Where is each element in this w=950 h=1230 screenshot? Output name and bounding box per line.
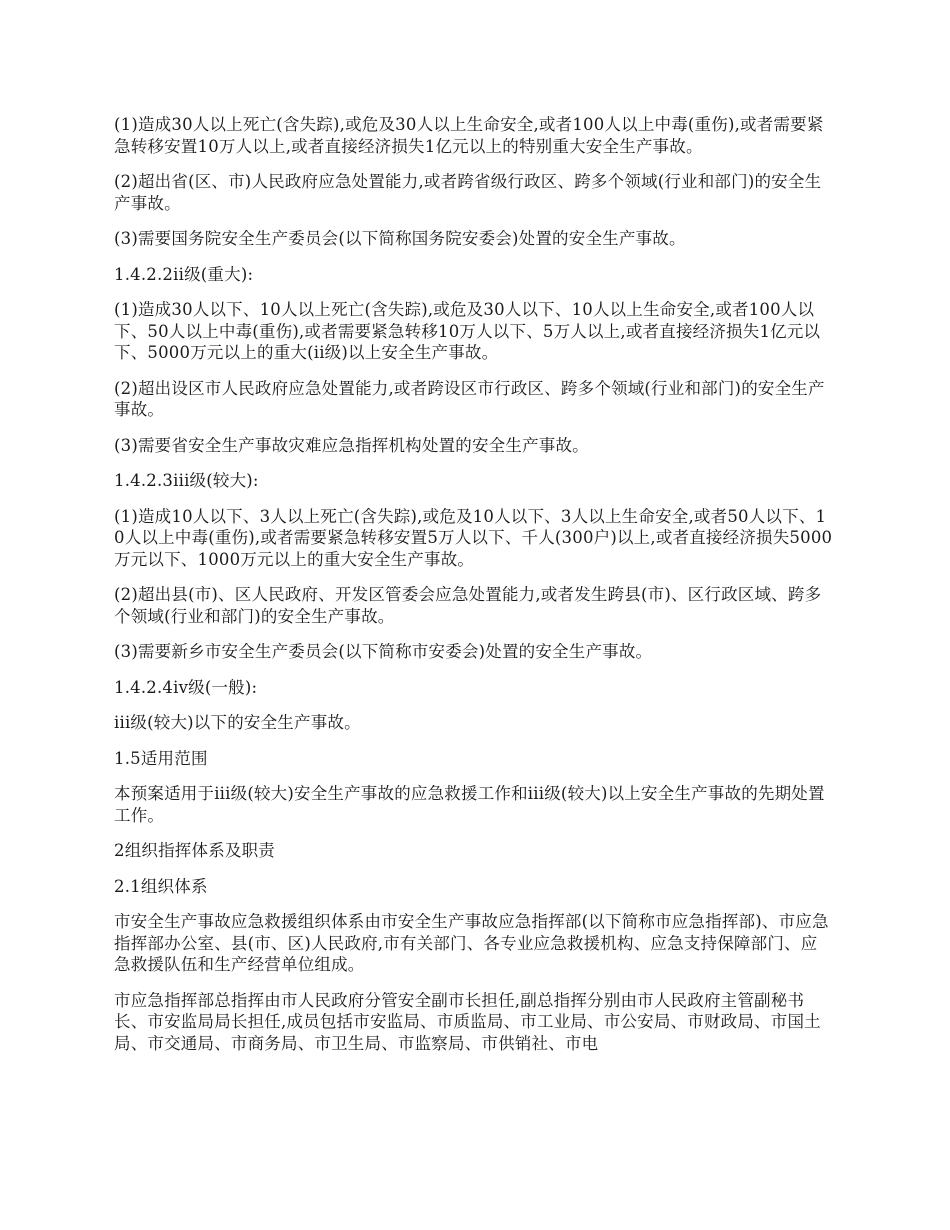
paragraph-6: (3)需要省安全生产事故灾难应急指挥机构处置的安全生产事故。 bbox=[114, 435, 589, 455]
section-heading-2: 2组织指挥体系及职责 bbox=[114, 841, 275, 860]
paragraph-5: (2)超出设区市人民政府应急处置能力,或者跨设区市行政区、跨多个领域(行业和部门)的安全生产事故。 bbox=[114, 378, 825, 419]
section-heading-1-4-2-4: 1.4.2.4iv级(一般): bbox=[114, 677, 258, 697]
paragraph-1: (1)造成30人以上死亡(含失踪),或危及30人以上生命安全,或者100人以上中毒(重伤),或者需要紧急转移安置10万人以上,或者直接经济损失1亿元以上的特别重大安全生产事故。 bbox=[114, 115, 824, 156]
paragraph-12: 市安全生产事故应急救援组织体系由市安全生产事故应急指挥部(以下简称市应急指挥部)、市应急指挥部办公室、县(市、区)人民政府,市有关部门、各专业应急救援机构、应急支持保障部门、应急救援队伍和生产经营单位组成。 bbox=[114, 912, 829, 974]
paragraph-9: (3)需要新乡市安全生产委员会(以下简称市安委会)处置的安全生产事故。 bbox=[114, 642, 653, 661]
paragraph-4: (1)造成30人以下、10人以上死亡(含失踪),或危及30人以下、10人以上生命安全,或者100人以下、50人以上中毒(重伤),或者需要紧急转移10万人以下、5万人以上,或者直接经济损失1亿元以下、5000万元以上的重大(ii级)以上安全生产事故。 bbox=[114, 300, 821, 362]
document-body bbox=[114, 114, 834, 1068]
paragraph-2: (2)超出省(区、市)人民政府应急处置能力,或者跨省级行政区、跨多个领域(行业和部门)的安全生产事故。 bbox=[114, 172, 822, 213]
paragraph-13: 市应急指挥部总指挥由市人民政府分管安全副市长担任,副总指挥分别由市人民政府主管副秘书长、市安监局局长担任,成员包括市安监局、市质监局、市工业局、市公安局、市财政局、市国土局、市交通局、市商务局、市卫生局、市监察局、市供销社、市电 bbox=[114, 990, 821, 1053]
section-heading-1-4-2-2: 1.4.2.2ii级(重大): bbox=[114, 264, 254, 284]
paragraph-7: (1)造成10人以下、3人以上死亡(含失踪),或危及10人以下、3人以上生命安全,或者50人以下、10人以上中毒(重伤),或者需要紧急转移安置5万人以下、千人(300户)以上,或者直接经济损失5000万元以下、1000万元以上的重大安全生产事故。 bbox=[114, 506, 833, 569]
paragraph-10: iii级(较大)以下的安全生产事故。 bbox=[114, 713, 361, 732]
section-heading-2-1: 2.1组织体系 bbox=[114, 876, 208, 896]
paragraph-8: (2)超出县(市)、区人民政府、开发区管委会应急处置能力,或者发生跨县(市)、区行政区域、跨多个领域(行业和部门)的安全生产事故。 bbox=[114, 585, 822, 626]
section-heading-1-5: 1.5适用范围 bbox=[114, 748, 208, 768]
paragraph-3: (3)需要国务院安全生产委员会(以下简称国务院安委会)处置的安全生产事故。 bbox=[114, 229, 686, 248]
section-heading-1-4-2-3: 1.4.2.3iii级(较大): bbox=[114, 471, 259, 490]
paragraph-11: 本预案适用于iii级(较大)安全生产事故的应急救援工作和iii级(较大)以上安全生产事故的先期处置工作。 bbox=[114, 784, 825, 825]
